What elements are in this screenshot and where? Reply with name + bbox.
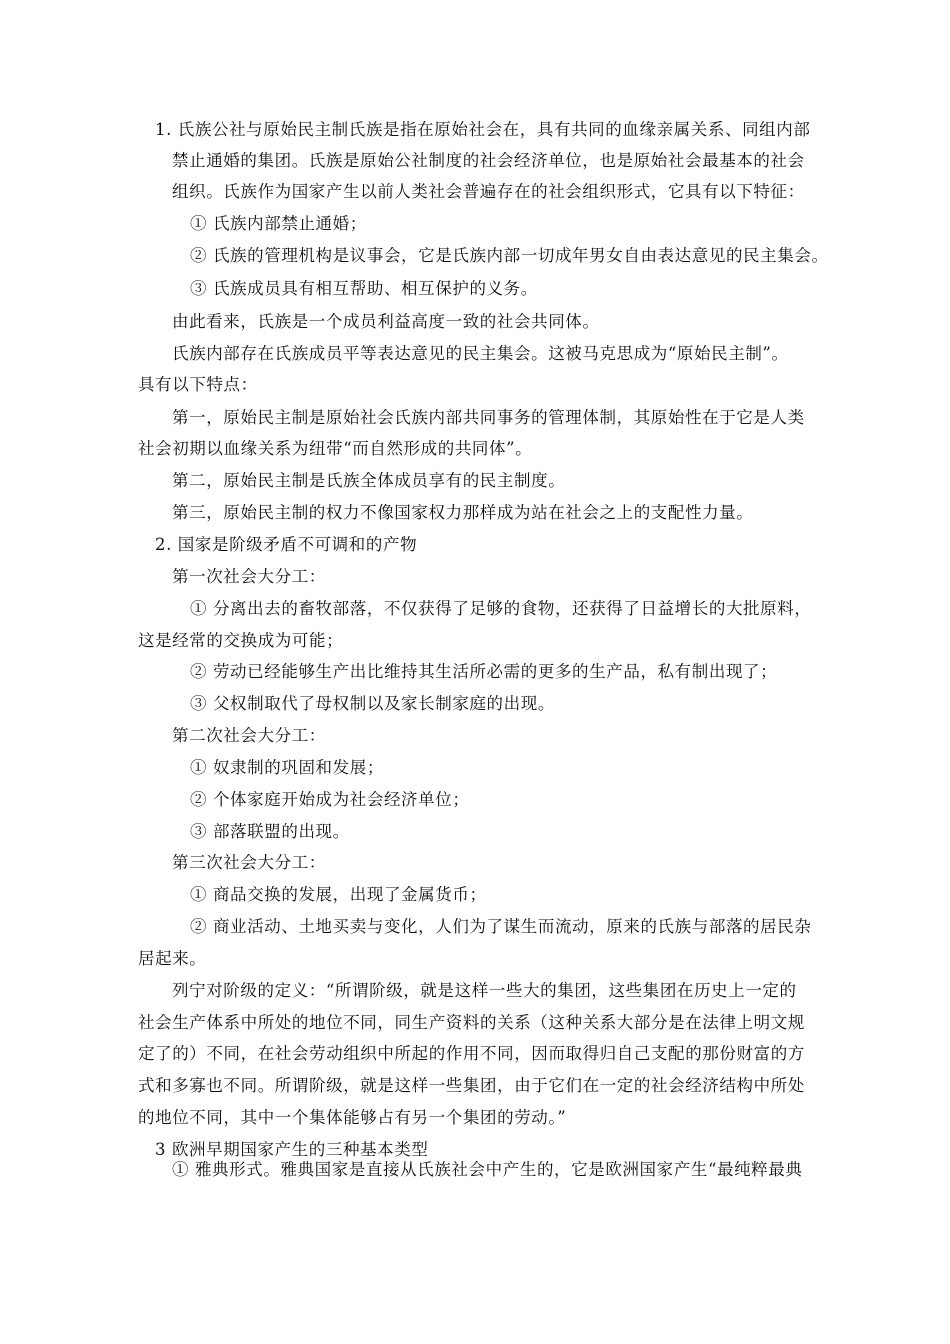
text-line: 式和多寡也不同。所谓阶级，就是这样一些集团，由于它们在一定的社会经济结构中所处 bbox=[138, 1076, 805, 1095]
text-line: 这是经常的交换成为可能； bbox=[138, 631, 344, 650]
text-line: 组织。氏族作为国家产生以前人类社会普遍存在的社会组织形式，它具有以下特征： bbox=[172, 182, 805, 201]
text-line: 禁止通婚的集团。氏族是原始公社制度的社会经济单位，也是原始社会最基本的社会 bbox=[172, 151, 805, 170]
list-item: ① 雅典形式。雅典国家是直接从氏族社会中产生的，它是欧洲国家产生“最纯粹最典 bbox=[172, 1160, 803, 1179]
text-line: 第三，原始民主制的权力不像国家权力那样成为站在社会之上的支配性力量。 bbox=[172, 503, 754, 522]
text-line: 社会生产体系中所处的地位不同，同生产资料的关系（这种关系大部分是在法律上明文规 bbox=[138, 1013, 805, 1032]
list-item: ② 个体家庭开始成为社会经济单位； bbox=[190, 790, 470, 809]
list-item: ③ 父权制取代了母权制以及家长制家庭的出现。 bbox=[190, 694, 555, 713]
list-item: ③ 部落联盟的出现。 bbox=[190, 822, 350, 841]
list-item: ① 商品交换的发展，出现了金属货币； bbox=[190, 885, 487, 904]
text-line: 第一，原始民主制是原始社会氏族内部共同事务的管理体制，其原始性在于它是人类 bbox=[172, 408, 805, 427]
text-line: 氏族内部存在氏族成员平等表达意见的民主集会。这被马克思成为“原始民主制”。 bbox=[172, 344, 789, 363]
list-item: ③ 氏族成员具有相互帮助、相互保护的义务。 bbox=[190, 279, 538, 298]
text-line: 第三次社会大分工： bbox=[172, 853, 326, 872]
text-line: 的地位不同，其中一个集体能够占有另一个集团的劳动。” bbox=[138, 1108, 567, 1127]
text-line: 1. 氏族公社与原始民主制氏族是指在原始社会在，具有共同的血缘亲属关系、同组内部 bbox=[155, 120, 811, 139]
text-line: 第二，原始民主制是氏族全体成员享有的民主制度。 bbox=[172, 471, 566, 490]
list-item: ① 氏族内部禁止通婚； bbox=[190, 214, 367, 233]
section-heading: 3 欧洲早期国家产生的三种基本类型 bbox=[155, 1140, 429, 1159]
list-item: ① 分离出去的畜牧部落，不仅获得了足够的食物，还获得了日益增长的大批原料， bbox=[190, 599, 812, 618]
text-line: 由此看来，氏族是一个成员利益高度一致的社会共同体。 bbox=[172, 312, 600, 331]
text-line: 第一次社会大分工： bbox=[172, 567, 326, 586]
text-line: 具有以下特点： bbox=[138, 375, 258, 394]
text-line: 社会初期以血缘关系为纽带“而自然形成的共同体”。 bbox=[138, 439, 533, 458]
text-line: 列宁对阶级的定义：“所谓阶级，就是这样一些大的集团，这些集团在历史上一定的 bbox=[172, 981, 797, 1000]
text-line: 居起来。 bbox=[138, 949, 207, 968]
list-item: ② 商业活动、土地买卖与变化，人们为了谋生而流动，原来的氏族与部落的居民杂 bbox=[190, 917, 812, 936]
list-item: ② 氏族的管理机构是议事会，它是氏族内部一切成年男女自由表达意见的民主集会。 bbox=[190, 246, 829, 265]
list-item: ① 奴隶制的巩固和发展； bbox=[190, 758, 384, 777]
section-heading: 2. 国家是阶级矛盾不可调和的产物 bbox=[155, 535, 418, 554]
text-line: 定了的）不同，在社会劳动组织中所起的作用不同，因而取得归自己支配的那份财富的方 bbox=[138, 1044, 805, 1063]
text-line: 第二次社会大分工： bbox=[172, 726, 326, 745]
list-item: ② 劳动已经能够生产出比维持其生活所必需的更多的生产品，私有制出现了； bbox=[190, 662, 778, 681]
